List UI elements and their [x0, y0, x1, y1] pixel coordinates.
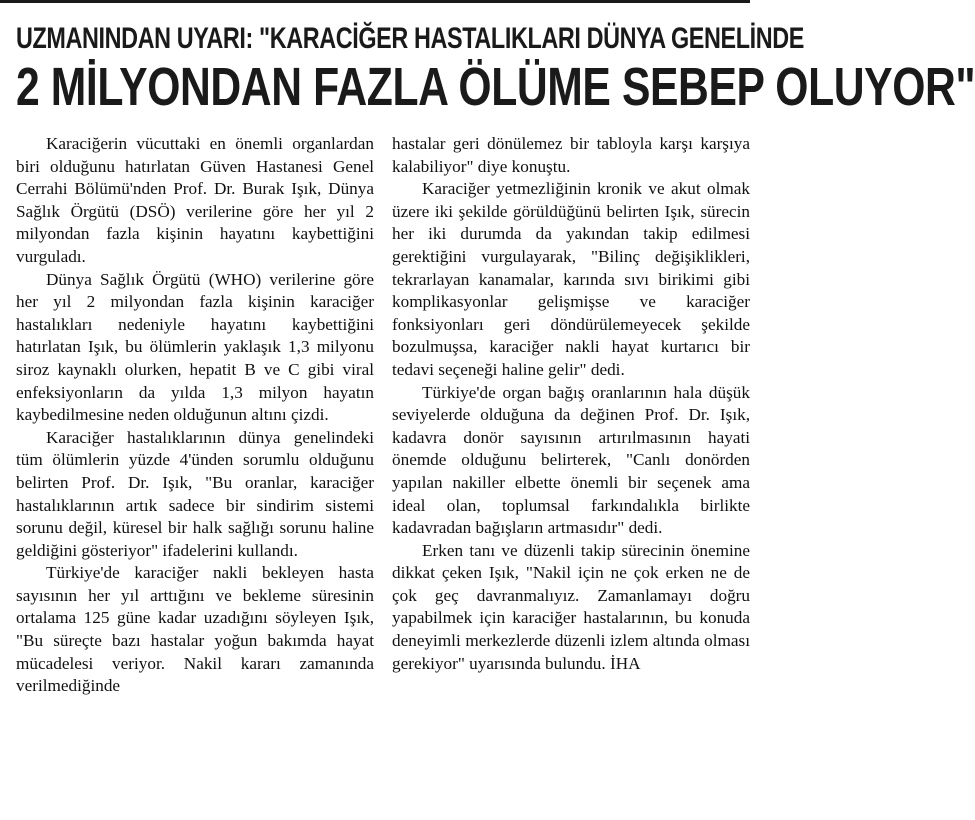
headline-line-2: 2 MİLYONDAN FAZLA ÖLÜME SEBEP OLUYOR" [16, 57, 975, 117]
top-rule [0, 0, 750, 3]
paragraph: Karaciğer yetmezliğinin kronik ve akut olmak üzere iki şekilde görüldüğünü belirten Işık, sürecin her iki durumda da yakından takip edilmesi gerektiğini vurgulayarak, "Bilinç değişiklikleri, tekrarlayan kanamalar, karında sıvı birikimi gibi komplikasyonlar gelişmişse ve karaciğer fonksiyonları geri döndürülemeyecek şekilde bozulmuşsa, karaciğer nakli hayat kurtarıcı bir tedavi seçeneği haline gelir" dedi. [392, 179, 750, 379]
paragraph: Türkiye'de organ bağış oranlarının hala düşük seviyelerde olduğuna da değinen Prof. Dr. Işık, kadavra donör sayısının artırılmasının hayati önemde olduğunu belirterek, "Canlı donörden yapılan nakiller elbette önemli bir seçenek ama ideal olan, toplumsal farkındalıkla birlikte kadavradan bağışların artmasıdır" dedi. [392, 382, 750, 538]
paragraph-continuation: hastalar geri dönülemez bir tabloyla karşı karşıya kalabiliyor" diye konuştu. [392, 134, 750, 176]
paragraph: Karaciğerin vücuttaki en önemli organlardan biri olduğunu hatırlatan Güven Hastanesi Genel Cerrahi Bölümü'nden Prof. Dr. Burak Işık, Dünya Sağlık Örgütü (DSÖ) verilerine göre her yıl 2 milyondan fazla kişinin hayatını kaybettiğini vurguladı. [16, 134, 374, 266]
headline [16, 22, 975, 117]
paragraph: Karaciğer hastalıklarının dünya genelindeki tüm ölümlerin yüzde 4'ünden sorumlu olduğunu belirten Prof. Dr. Işık, "Bu oranlar, karaciğer hastalıklarının artık sadece bir sindirim sistemi sorunu değil, küresel bir halk sağlığı sorunu haline geldiğini gösteriyor" ifadelerini kullandı. [16, 427, 374, 560]
article-body [16, 133, 750, 698]
paragraph: Türkiye'de karaciğer nakli bekleyen hasta sayısının her yıl arttığını ve bekleme süresinin ortalama 125 güne kadar uzadığını söyleyen Işık, "Bu süreçte bazı hastalar yoğun bakımda hayat mücadelesi veriyor. Nakil kararı zamanında verilmediğinde [16, 563, 374, 696]
left-column [16, 133, 374, 698]
headline-line-1: UZMANINDAN UYARI: "KARACİĞER HASTALIKLARI DÜNYA GENELİNDE [16, 22, 804, 55]
right-column [392, 133, 750, 698]
paragraph: Dünya Sağlık Örgütü (WHO) verilerine göre her yıl 2 milyondan fazla kişinin karaciğer hastalıkları nedeniyle hayatını kaybettiğini hatırlatan Işık, bu ölümlerin yaklaşık 1,3 milyonu siroz kaynaklı olurken, hepatit B ve C gibi viral enfeksiyonların da yılda 1,3 milyon hayatın kaybedilmesine neden olduğunun altını çizdi. [16, 269, 374, 425]
paragraph: Erken tanı ve düzenli takip sürecinin önemine dikkat çeken Işık, "Nakil için ne çok erken ne de çok geç davranmalıyız. Zamanlamayı doğru yapabilmek için karaciğer hastalarının, bu konuda deneyimli merkezlerde düzenli izlem altında olması gerekiyor" uyarısında bulundu. İHA [392, 540, 750, 673]
